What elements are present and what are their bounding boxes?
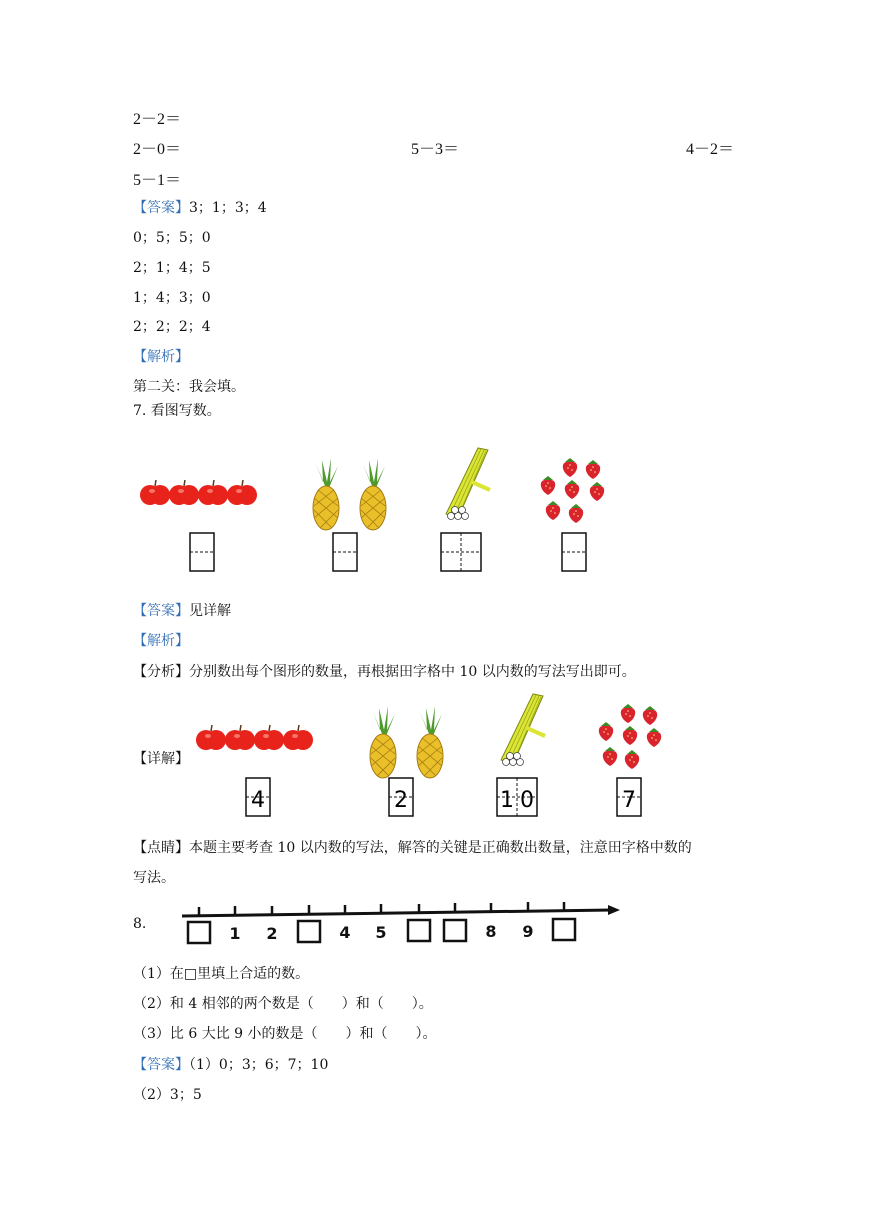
apples-group [140, 480, 257, 505]
solution-pineapples [370, 706, 443, 778]
tick-label-9: 9 [522, 922, 534, 941]
q8-answer-line [133, 1054, 328, 1074]
tian-grid-filled-10 [497, 778, 537, 816]
number-line [0, 895, 869, 955]
tian-grid-empty-4 [562, 533, 586, 571]
q8-part-2: （2）和 4 相邻的两个数是（ ）和（ ）。 [133, 996, 433, 1012]
q7-dianjing-text: 本题主要考查 10 以内数的写法，解答的关键是正确数出数量，注意田字格中数的 [189, 840, 692, 856]
number-line-arrow-icon [608, 905, 620, 915]
tick-label-2: 2 [266, 924, 278, 943]
q7-xiangjie-tag: 【详解】 [133, 751, 189, 767]
solution-apples [196, 725, 313, 750]
equation-4-minus-2: 4－2＝ [686, 141, 735, 158]
blank-box-10 [553, 919, 575, 940]
q7-answer-line [133, 600, 231, 620]
answer-line-5: 2；2；2；4 [133, 319, 211, 335]
strawberries-group [541, 458, 604, 523]
blank-box-0 [188, 922, 210, 943]
equation-2-minus-2: 2－2＝ [133, 111, 182, 128]
q7-dianjing-tag: 【点睛】 [133, 840, 189, 856]
count-2: 2 [394, 788, 408, 813]
answer-line-1 [133, 197, 267, 217]
answer-line-4: 1；4；3；0 [133, 290, 211, 306]
answer-line-2: 0；5；5；0 [133, 230, 211, 246]
blank-box-6 [408, 920, 430, 941]
q7-answer-text: 见详解 [189, 603, 231, 619]
question-7-title: 7. 看图写数。 [133, 403, 221, 419]
tian-grid-empty-3 [441, 533, 481, 571]
count-4: 4 [251, 788, 265, 813]
count-7: 7 [622, 788, 636, 813]
tick-label-8: 8 [485, 922, 497, 941]
number-line-axis [182, 910, 612, 916]
tick-label-1: 1 [229, 924, 241, 943]
solution-strawberries [599, 704, 661, 769]
section-title: 第二关：我会填。 [133, 379, 245, 395]
q7-fenxi-tag: 【分析】 [133, 664, 189, 680]
analysis-tag: 【解析】 [133, 349, 189, 365]
q8-answer-tag: 【答案】 [133, 1057, 189, 1073]
tian-grid-filled-7 [617, 778, 641, 816]
q7-fenxi-text: 分别数出每个图形的数量，再根据田字格中 10 以内数的写法写出即可。 [189, 664, 636, 680]
q8-part-1: （1）在□里填上合适的数。 [133, 966, 310, 982]
q7-solution-picture [0, 690, 869, 825]
q7-fenxi-line [133, 661, 636, 681]
question-8-number: 8. [133, 916, 147, 932]
count-1: 1 [500, 788, 514, 813]
q8-part-3: （3）比 6 大比 9 小的数是（ ）和（ ）。 [133, 1026, 437, 1042]
answer-tag: 【答案】 [133, 200, 189, 216]
tick-label-4: 4 [339, 923, 351, 942]
sticks-bundle [446, 448, 490, 520]
q7-picture [0, 440, 869, 580]
q8-answer-2: （2）3；5 [133, 1087, 202, 1103]
tian-grid-empty-1 [190, 533, 214, 571]
tian-grid-filled-2 [389, 778, 413, 816]
q7-dianjing-line-2: 写法。 [133, 870, 175, 886]
q7-analysis-tag: 【解析】 [133, 633, 189, 649]
answer-text: 3；1；3；4 [189, 200, 267, 216]
count-0: 0 [520, 788, 534, 813]
blank-box-7 [444, 920, 466, 941]
q7-answer-tag: 【答案】 [133, 603, 189, 619]
blank-box-3 [298, 921, 320, 942]
equation-5-minus-1: 5－1＝ [133, 172, 182, 189]
pineapples-group [313, 458, 386, 530]
tian-grid-filled-4 [246, 778, 270, 816]
q7-dianjing-line [133, 837, 692, 857]
tian-grid-empty-2 [333, 533, 357, 571]
solution-sticks [501, 694, 545, 766]
equation-2-minus-0: 2－0＝ [133, 141, 182, 158]
answer-line-3: 2；1；4；5 [133, 260, 211, 276]
q8-answer-1: （1）0；3；6；7；10 [189, 1057, 329, 1073]
tick-label-5: 5 [375, 923, 387, 942]
equation-5-minus-3: 5－3＝ [411, 141, 460, 158]
